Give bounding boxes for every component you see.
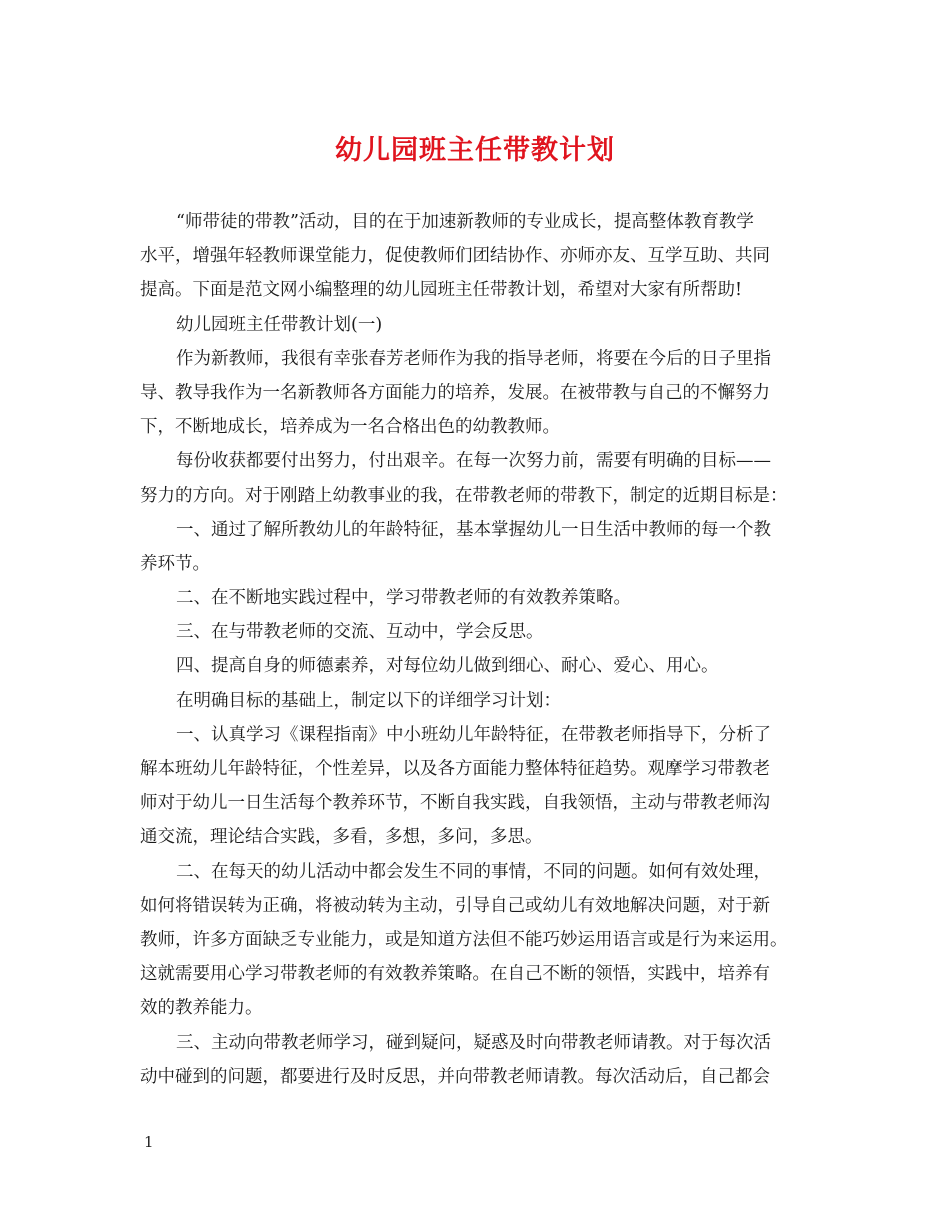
paragraph-line: 通交流，理论结合实践，多看，多想，多问，多思。 xyxy=(140,827,543,848)
paragraph-line: 提高。下面是范文网小编整理的幼儿园班主任带教计划，希望对大家有所帮助! xyxy=(140,280,743,301)
goal-item-3: 三、在与带教老师的交流、互动中，学会反思。 xyxy=(176,622,544,643)
paragraph-line: 水平，增强年轻教师课堂能力，促使教师们团结协作、亦师亦友、互学互助、共同 xyxy=(140,246,770,267)
paragraph-line: 这就需要用心学习带教老师的有效教养策略。在自己不断的领悟，实践中，培养有 xyxy=(140,964,770,985)
paragraph-line: 努力的方向。对于刚踏上幼教事业的我，在带教老师的带教下，制定的近期目标是： xyxy=(140,485,788,506)
paragraph-line: 师对于幼儿一日生活每个教养环节，不断自我实践，自我领悟，主动与带教老师沟 xyxy=(140,793,770,814)
paragraph-line: 作为新教师，我很有幸张春芳老师作为我的指导老师，将要在今后的日子里指 xyxy=(176,348,771,369)
goal-item-2: 二、在不断地实践过程中，学习带教老师的有效教养策略。 xyxy=(176,588,631,609)
plan-item-2: 二、在每天的幼儿活动中都会发生不同的事情，不同的问题。如何有效处理， xyxy=(176,861,771,882)
paragraph-line: 解本班幼儿年龄特征，个性差异，以及各方面能力整体特征趋势。观摩学习带教老 xyxy=(140,759,770,779)
document-title: 幼儿园班主任带教计划 xyxy=(335,135,615,166)
paragraph-line: 如何将错误转为正确，将被动转为主动，引导自己或幼儿有效地解决问题，对于新 xyxy=(140,895,770,916)
paragraph-line: 教师，许多方面缺乏专业能力，或是知道方法但不能巧妙运用语言或是行为来运用。 xyxy=(140,929,788,950)
plan-item-3: 三、主动向带教老师学习，碰到疑问，疑惑及时向带教老师请教。对于每次活 xyxy=(176,1032,771,1053)
paragraph-line: 效的教养能力。 xyxy=(140,998,263,1019)
goal-item-1: 一、通过了解所教幼儿的年龄特征，基本掌握幼儿一日生活中教师的每一个教 xyxy=(176,519,771,540)
plan-item-1: 一、认真学习《课程指南》中小班幼儿年龄特征，在带教老师指导下，分析了 xyxy=(176,724,771,745)
goal-item-4: 四、提高自身的师德素养，对每位幼儿做到细心、耐心、爱心、用心。 xyxy=(176,656,719,677)
paragraph-line: 下，不断地成长，培养成为一名合格出色的幼教教师。 xyxy=(140,417,560,438)
paragraph-line: 每份收获都要付出努力，付出艰辛。在每一次努力前，需要有明确的目标—— xyxy=(176,451,771,472)
paragraph-line: 动中碰到的问题，都要进行及时反思，并向带教老师请教。每次活动后，自己都会 xyxy=(140,1066,770,1087)
paragraph-line: 导、教导我作为一名新教师各方面能力的培养，发展。在被带教与自己的不懈努力 xyxy=(140,382,770,403)
section-heading: 幼儿园班主任带教计划(一) xyxy=(176,314,383,335)
document-body xyxy=(140,205,815,1094)
page-number: 1 xyxy=(144,1133,154,1151)
paragraph-line: 养环节。 xyxy=(140,553,210,574)
paragraph-line: 在明确目标的基础上，制定以下的详细学习计划： xyxy=(176,690,561,711)
paragraph-line: “师带徒的带教”活动，目的在于加速新教师的专业成长，提高整体教育教学 xyxy=(176,212,754,232)
